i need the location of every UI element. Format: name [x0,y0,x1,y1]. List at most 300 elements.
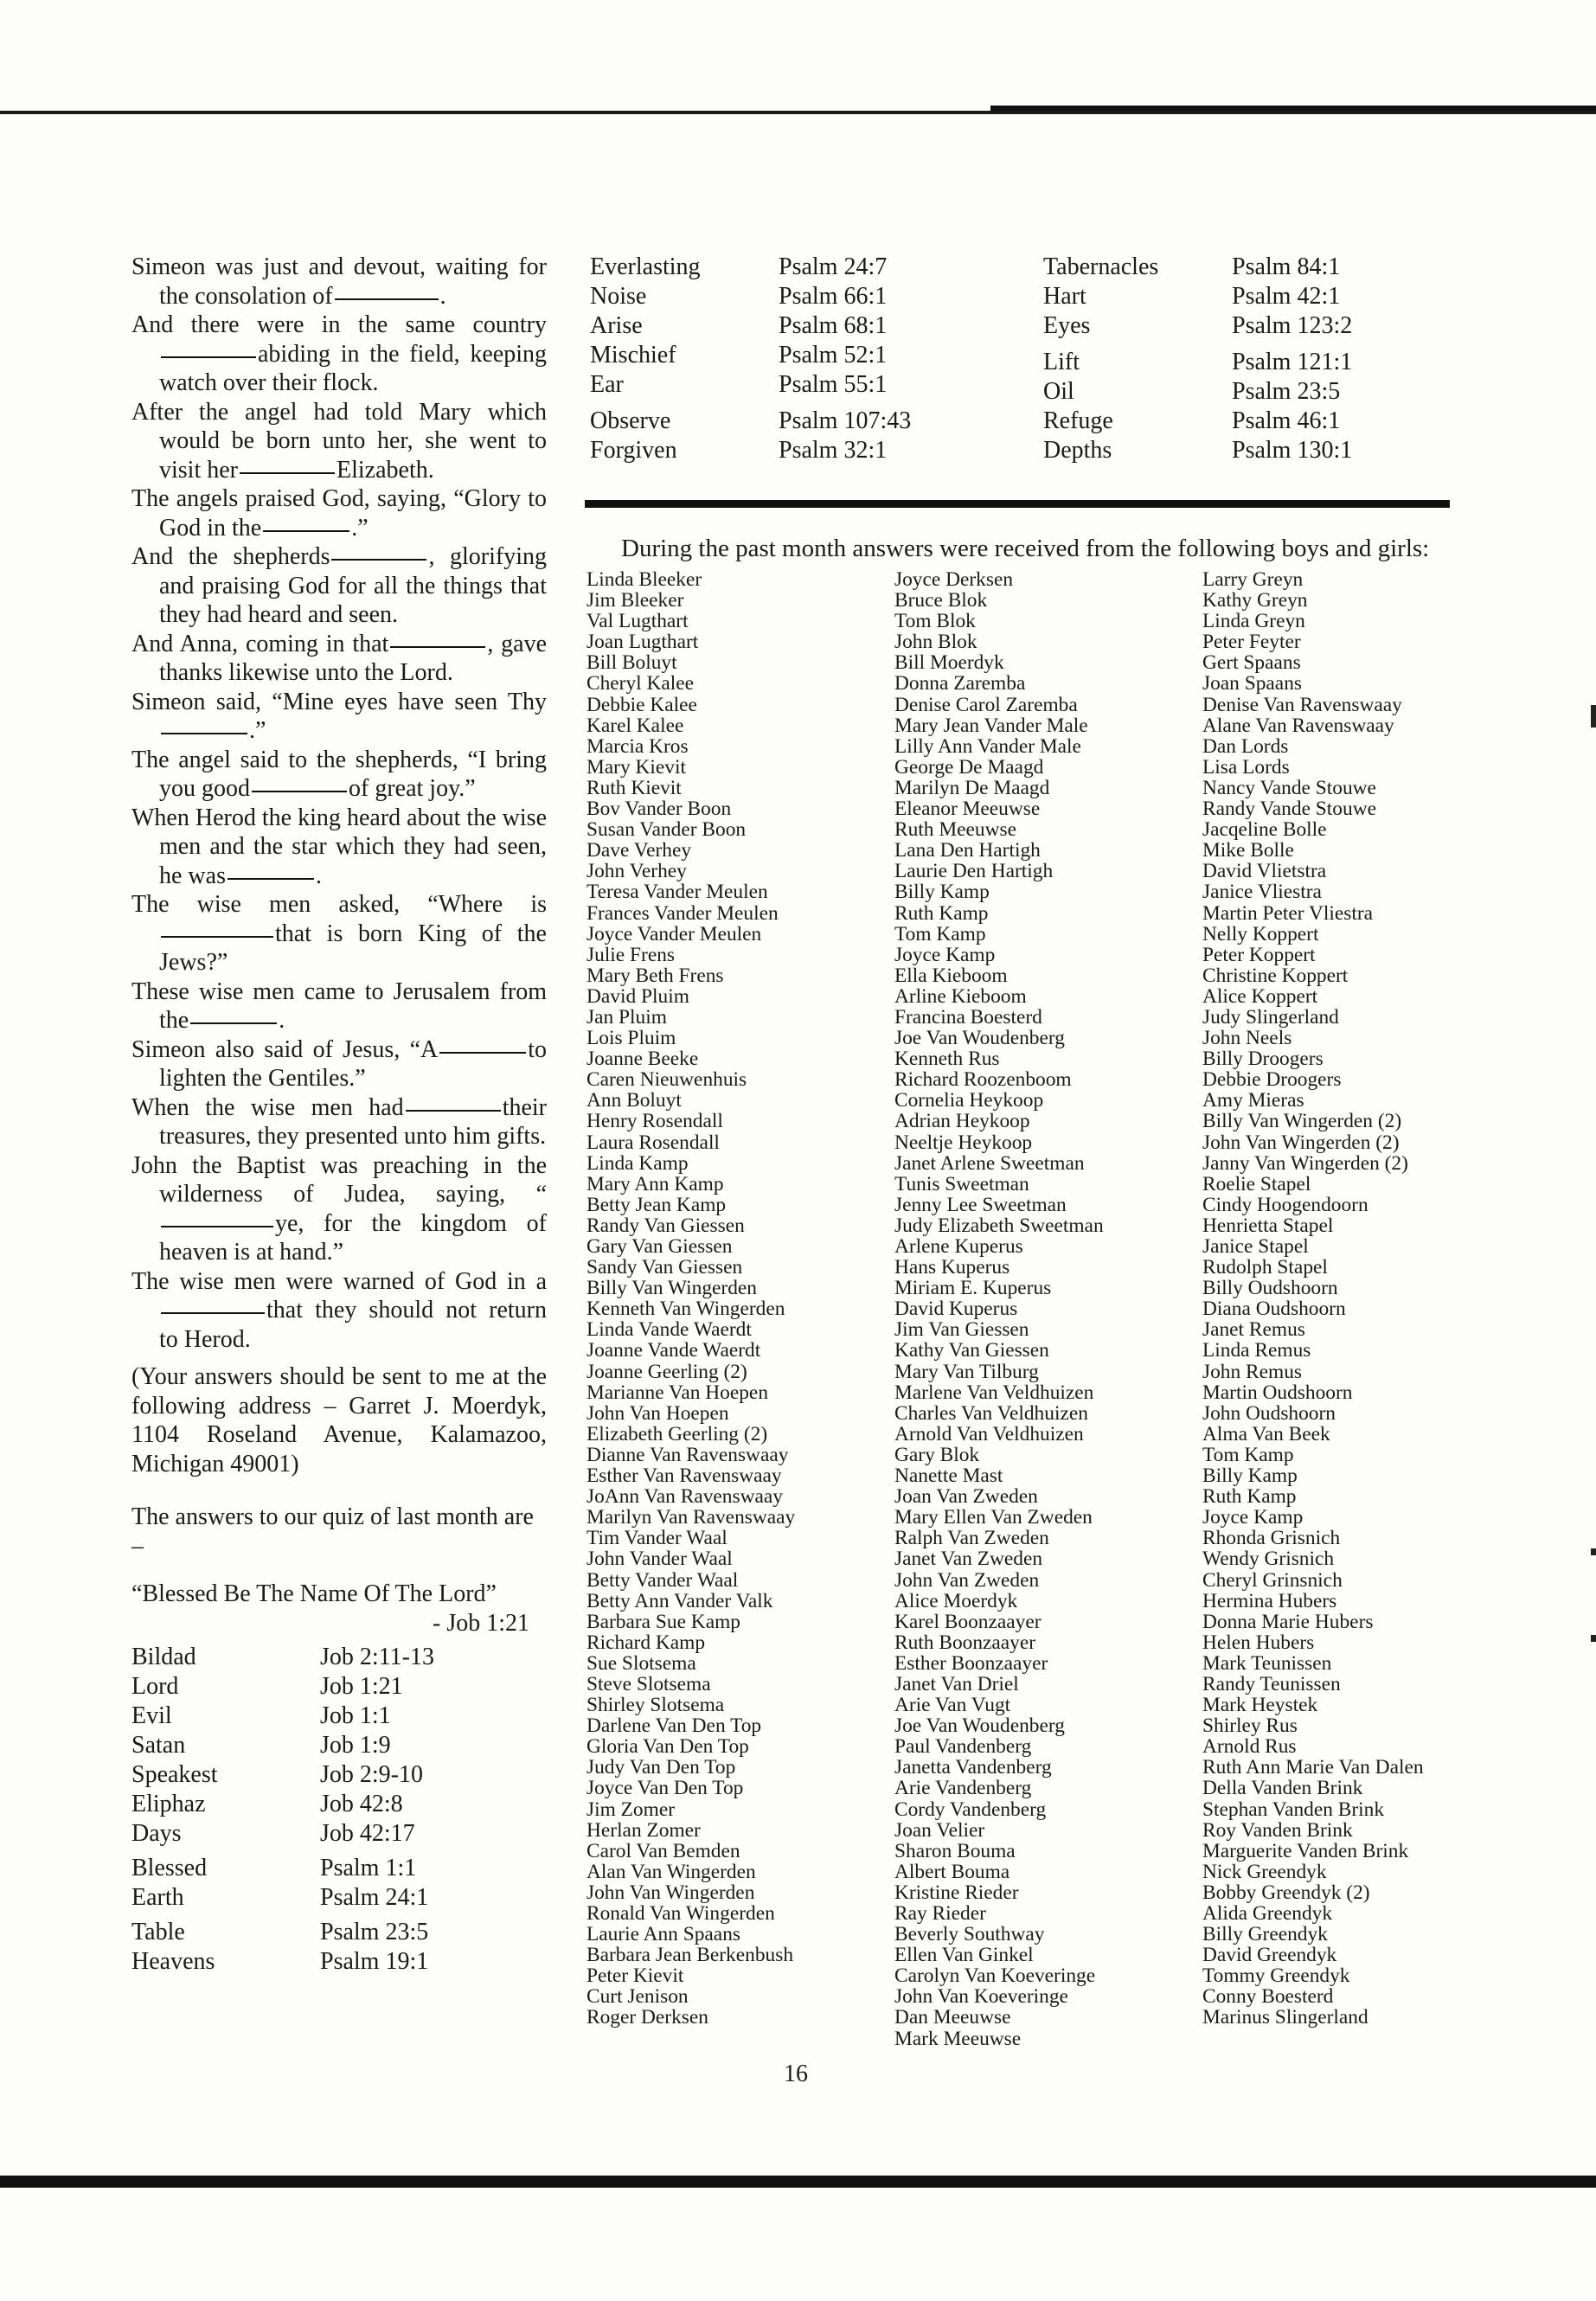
name-entry: Betty Jean Kamp [586,1193,727,1216]
name-entry: Cindy Hoogendoorn [1202,1193,1368,1216]
name-entry: Marilyn De Maagd [894,776,1050,799]
name-entry: Bov Vander Boon [586,798,732,821]
answer-word: Lord [131,1673,179,1701]
name-entry: Henry Rosendall [586,1110,723,1133]
name-entry: Curt Jenison [586,1985,689,2009]
answer-row [131,1947,547,1977]
quiz-question [131,398,547,485]
question-text: When the wise men had [131,1093,404,1121]
name-entry: Della Vanden Brink [1202,1777,1363,1800]
question-text: Simeon also said of Jesus, “A [131,1035,439,1063]
name-entry: Lisa Lords [1202,755,1290,779]
name-entry: Ruth Kamp [1202,1485,1297,1509]
name-entry: Mark Meeuwse [894,2027,1022,2050]
name-entry: Tim Vander Waal [586,1527,727,1550]
answer-blank [161,936,273,938]
name-entry: Adrian Heykoop [894,1110,1030,1133]
answer-blank [161,1312,265,1314]
name-entry: Marcia Kros [586,734,689,758]
answer-blank [161,1226,273,1227]
question-text: And the shepherds [131,543,330,570]
name-entry: Kristine Rieder [894,1881,1019,1904]
name-entry: Alice Moerdyk [894,1589,1018,1612]
name-entry: Henrietta Stapel [1202,1214,1334,1237]
name-entry: Dan Lords [1202,734,1289,758]
answer-words-a [590,253,701,465]
question-text: John the Baptist was preaching in the wilderness of Judea, saying, “ [131,1151,547,1208]
name-entry: Ruth Kievit [586,776,682,799]
question-text: ye, for the kingdom of heaven is at hand.” [159,1209,547,1266]
name-entry: Gary Blok [894,1443,980,1466]
name-entry: Stephan Vanden Brink [1202,1798,1385,1821]
name-entry: Mary Beth Frens [586,964,724,987]
question-text: that is born King of the Jews?” [159,920,547,976]
quiz-questions [131,253,547,1354]
last-month-title: “Blessed Be The Name Of The Lord” [131,1580,497,1607]
name-entry: Cheryl Grinsnich [1202,1568,1343,1592]
answer-word: Blessed [131,1855,208,1882]
quiz-question [131,1267,547,1355]
answer-word: Heavens [131,1948,215,1976]
answer-word: Refuge [1043,407,1113,434]
name-entry: John Neels [1202,1027,1292,1050]
edge-mark [1591,705,1596,727]
answer-blank [263,530,349,532]
answer-reference: Psalm 1:1 [320,1855,417,1882]
question-text: These wise men came to Jerusalem from the [131,977,547,1034]
name-entry: Betty Ann Vander Valk [586,1589,773,1612]
name-entry: Laura Rosendall [586,1131,720,1154]
question-text: And Anna, coming in that [131,630,389,657]
name-entry: Lilly Ann Vander Male [894,734,1081,758]
question-text: . [439,282,446,310]
question-text: their treasures, they presented unto him gifts. [159,1093,547,1150]
name-entry: Hermina Hubers [1202,1589,1337,1612]
name-entry: Marlene Van Veldhuizen [894,1381,1094,1404]
name-entry: Janice Stapel [1202,1235,1309,1258]
name-entry: Ray Rieder [894,1902,986,1925]
name-entry: Rhonda Grisnich [1202,1527,1341,1550]
section-divider [585,500,1450,508]
name-entry: Esther Van Ravenswaay [586,1465,782,1488]
name-entry: Roger Derksen [586,2006,708,2029]
name-entry: Ralph Van Zweden [894,1527,1049,1550]
name-entry: Nancy Vande Stouwe [1202,776,1376,799]
answer-row [131,1702,547,1731]
answer-blank [335,298,439,300]
name-entry: Martin Oudshoorn [1202,1381,1353,1404]
name-entry: Cornelia Heykoop [894,1089,1044,1112]
answer-word: Observe [590,407,671,434]
name-entry: John Van Koeveringe [894,1985,1068,2009]
name-entry: Charles Van Veldhuizen [894,1401,1088,1425]
question-text: The wise men asked, “Where is [131,891,547,918]
name-entry: Elizabeth Geerling (2) [586,1422,768,1445]
name-entry: Jim Van Giessen [894,1318,1029,1342]
name-entry: Rudolph Stapel [1202,1256,1328,1279]
name-entry: Susan Vander Boon [586,818,747,842]
name-entry: Albert Bouma [894,1860,1010,1883]
name-entry: Mary Van Tilburg [894,1360,1039,1383]
answer-reference: Psalm 107:43 [779,407,912,434]
answer-blank [390,646,485,648]
name-entry: Darlene Van Den Top [586,1715,762,1738]
edge-mark [1591,1548,1596,1555]
name-entry: Debbie Droogers [1202,1068,1342,1092]
name-entry: Billy Van Wingerden (2) [1202,1110,1402,1133]
answer-reference: Job 2:11-13 [320,1644,434,1671]
last-month-reference: - Job 1:21 [433,1609,529,1637]
name-entry: Steve Slotsema [586,1672,711,1695]
quiz-question [131,484,547,542]
name-entry: Joan Spaans [1202,672,1302,695]
answer-blank [161,356,256,358]
quiz-question [131,977,547,1035]
name-entry: Denise Carol Zaremba [894,693,1078,716]
name-entry: Ruth Meeuwse [894,818,1016,842]
name-entry: Eleanor Meeuwse [894,798,1041,821]
name-entry: Gert Spaans [1202,651,1301,675]
name-entry: Laurie Den Hartigh [894,860,1054,883]
name-entry: Paul Vandenberg [894,1735,1032,1759]
name-entry: Kenneth Van Wingerden [586,1298,785,1321]
question-text: After the angel had told Mary which would be born unto her, she went to visit her [131,398,547,484]
name-entry: Shirley Slotsema [586,1694,725,1717]
answer-row [131,1918,547,1947]
name-entry: Mark Teunissen [1202,1651,1332,1675]
name-entry: Dan Meeuwse [894,2006,1011,2029]
name-entry: Amy Mieras [1202,1089,1304,1112]
name-entry: Linda Greyn [1202,610,1305,633]
question-text: Elizabeth. [337,456,434,484]
quiz-question [131,253,547,311]
name-entry: Billy Kamp [1202,1465,1298,1488]
answer-reference: Job 1:1 [320,1702,391,1730]
name-entry: John Remus [1202,1360,1303,1383]
question-text: . [279,1007,285,1034]
name-entry: Marianne Van Hoepen [586,1381,769,1404]
name-entry: Arie Vandenberg [894,1777,1032,1800]
name-entry: Joyce Van Den Top [586,1777,744,1800]
name-entry: Judy Elizabeth Sweetman [894,1214,1104,1237]
name-entry: Miriam E. Kuperus [894,1277,1052,1300]
name-entry: Ronald Van Wingerden [586,1902,775,1925]
name-entry: Mary Kievit [586,755,686,779]
name-entry: Beverly Southway [894,1923,1045,1946]
answer-word: Evil [131,1702,172,1730]
name-entry: John Van Wingerden (2) [1202,1131,1400,1154]
name-entry: Joanne Beeke [586,1048,699,1071]
name-entry: Mary Jean Vander Male [894,714,1088,737]
name-entry: Tommy Greendyk [1202,1965,1350,1988]
answer-reference: Psalm 24:1 [320,1884,429,1912]
question-text: And there were in the same country [131,311,547,338]
name-entry: Martin Peter Vliestra [1202,901,1374,925]
answer-word: Arise [590,312,643,339]
name-entry: Richard Roozenboom [894,1068,1072,1092]
name-entry: Joan Lugthart [586,631,699,654]
mailing-address: (Your answers should be sent to me at the following address – Garret J. Moerdyk, 1104 Roseland Avenue, Kalamazoo, Michigan 49001) [131,1363,547,1477]
name-entry: Arnold Rus [1202,1735,1297,1759]
answer-row [131,1672,547,1702]
name-entry: Barbara Jean Berkenbush [586,1944,794,1967]
name-entry: Carol Van Bemden [586,1839,740,1862]
question-text: that they should not return to Herod. [159,1297,547,1353]
answer-word: Everlasting [590,253,701,280]
name-entry: Judy Slingerland [1202,1005,1339,1029]
name-entry: Janet Remus [1202,1318,1305,1342]
name-entry: Val Lugthart [586,610,689,633]
name-entry: Lois Pluim [586,1027,676,1050]
question-text: The angels praised God, saying, “Glory to God in the [131,485,547,542]
name-entry: Janice Vliestra [1202,881,1322,904]
name-entry: Larry Greyn [1202,568,1304,591]
name-entry: Jacqeline Bolle [1202,818,1327,842]
name-entry: Debbie Kalee [586,693,697,716]
name-entry: Dianne Van Ravenswaay [586,1443,789,1466]
name-entry: Janny Van Wingerden (2) [1202,1151,1408,1175]
answer-blank [161,733,247,734]
name-entry: Alan Van Wingerden [586,1860,756,1883]
bottom-rule [0,2176,1596,2188]
question-text: abiding in the field, keeping watch over their flock. [159,340,547,396]
name-entry: Karel Kalee [586,714,684,737]
name-entry: Arnold Van Veldhuizen [894,1422,1084,1445]
name-entry: John Vander Waal [586,1548,733,1571]
name-entry: David Pluim [586,984,689,1008]
name-entry: Sandy Van Giessen [586,1256,743,1279]
answer-word: Forgiven [590,437,677,464]
name-entry: Billy Kamp [894,881,990,904]
name-entry: Barbara Sue Kamp [586,1610,740,1633]
answer-reference: Psalm 121:1 [1232,349,1353,375]
name-entry: Teresa Vander Meulen [586,881,768,904]
question-text: The angel said to the shepherds, “I bring you good [131,746,547,802]
name-entry: George De Maagd [894,755,1044,779]
answer-reference: Psalm 52:1 [779,342,888,369]
quiz-question [131,311,547,398]
name-entry: Sharon Bouma [894,1839,1016,1862]
name-entry: Peter Kievit [586,1965,684,1988]
name-entry: Joanne Geerling (2) [586,1360,747,1383]
name-entry: Jenny Lee Sweetman [894,1193,1067,1216]
question-text: .” [249,717,266,744]
name-entry: Karel Boonzaayer [894,1610,1042,1633]
name-entry: Roy Vanden Brink [1202,1818,1353,1842]
quiz-question [131,630,547,688]
quiz-question [131,890,547,977]
name-entry: Gloria Van Den Top [586,1735,749,1759]
answer-row [131,1760,547,1790]
answer-word: Speakest [131,1761,218,1789]
name-entry: Laurie Ann Spaans [586,1923,740,1946]
name-entry: Shirley Rus [1202,1715,1298,1738]
name-entry: Carolyn Van Koeveringe [894,1965,1096,1988]
question-text: . [315,862,322,889]
quiz-question [131,746,547,804]
name-entry: Linda Kamp [586,1151,689,1175]
name-entry: Dave Verhey [586,839,692,862]
name-entry: Lana Den Hartigh [894,839,1041,862]
name-entry: David Vlietstra [1202,860,1327,883]
name-entry: Tom Kamp [894,922,986,945]
name-entry: Marinus Slingerland [1202,2006,1368,2029]
name-entry: Ruth Boonzaayer [894,1631,1036,1654]
name-entry: Donna Zaremba [894,672,1026,695]
name-entry: Alane Van Ravenswaay [1202,714,1394,737]
name-entry: Bobby Greendyk (2) [1202,1881,1370,1904]
top-rule-end [990,106,1596,111]
answer-word: Satan [131,1732,186,1759]
answer-reference: Job 2:9-10 [320,1761,423,1789]
name-entry: Joyce Derksen [894,568,1014,591]
name-entry: Kathy Greyn [1202,589,1308,612]
answer-blank [439,1052,526,1054]
name-entry: Tom Kamp [1202,1443,1294,1466]
answer-row [131,1643,547,1672]
name-entry: Billy Droogers [1202,1048,1324,1071]
name-entry: Nelly Koppert [1202,922,1319,945]
answer-word: Tabernacles [1043,253,1159,280]
name-entry: Julie Frens [586,943,676,966]
name-entry: Frances Vander Meulen [586,901,779,925]
name-entry: Kenneth Rus [894,1048,1000,1071]
answer-blank [406,1110,501,1112]
answer-reference: Psalm 55:1 [779,371,888,398]
name-entry: Joyce Kamp [1202,1506,1304,1529]
question-text: of great joy.” [349,775,476,802]
name-entry: Ann Boluyt [586,1089,682,1112]
name-entry: John Van Zweden [894,1568,1040,1592]
name-entry: Ellen Van Ginkel [894,1944,1034,1967]
answer-blank [190,1022,277,1024]
answer-reference: Psalm 68:1 [779,312,888,339]
name-entry: Ella Kieboom [894,964,1008,987]
answer-row [131,1819,547,1849]
answer-word: Eliphaz [131,1791,206,1818]
answer-reference: Psalm 84:1 [1232,253,1341,280]
answer-reference: Psalm 24:7 [779,253,888,280]
name-entry: Herlan Zomer [586,1818,701,1842]
question-text: Simeon was just and devout, waiting for the consolation of [131,253,547,310]
name-entry: Marguerite Vanden Brink [1202,1839,1409,1862]
name-entry: Mark Heystek [1202,1694,1318,1717]
answer-reference: Psalm 42:1 [1232,283,1341,310]
quiz-question [131,1035,547,1093]
answer-refs-a [779,253,911,465]
top-rule [0,111,1596,114]
name-entry: Joan Velier [894,1818,985,1842]
name-entry: Tom Blok [894,610,976,633]
name-entry: Joanne Vande Waerdt [586,1339,761,1362]
quiz-question [131,688,547,746]
name-entry: Billy Oudshoorn [1202,1277,1338,1300]
name-entry: Tunis Sweetman [894,1172,1029,1195]
answer-reference: Psalm 46:1 [1232,407,1341,434]
name-entry: Joe Van Woudenberg [894,1027,1065,1050]
name-entry: Janet Van Zweden [894,1548,1043,1571]
name-entry: Jan Pluim [586,1005,667,1029]
answer-reference: Job 42:17 [320,1820,415,1848]
answer-word: Bildad [131,1644,196,1671]
names-column-1 [586,569,795,2029]
name-entry: Arie Van Vugt [894,1694,1011,1717]
answer-words-b [1043,253,1158,465]
name-entry: Wendy Grisnich [1202,1548,1335,1571]
name-entry: Billy Greendyk [1202,1923,1328,1946]
name-entry: Ruth Ann Marie Van Dalen [1202,1756,1424,1779]
answer-word: Ear [590,371,624,398]
answer-reference: Psalm 66:1 [779,283,888,310]
question-text: When Herod the king heard about the wise men and the star which they had seen, he was [131,804,547,889]
name-entry: Janetta Vandenberg [894,1756,1052,1779]
name-entry: Marilyn Van Ravenswaay [586,1506,796,1529]
name-entry: JoAnn Van Ravenswaay [586,1485,783,1509]
name-entry: Sue Slotsema [586,1651,696,1675]
name-entry: Conny Boesterd [1202,1985,1334,2009]
name-entry: Neeltje Heykoop [894,1131,1033,1154]
answer-reference: Job 1:9 [320,1732,391,1759]
answer-blank [331,559,426,561]
name-entry: Donna Marie Hubers [1202,1610,1374,1633]
last-month-answers [131,1643,547,1977]
name-entry: Diana Oudshoorn [1202,1298,1346,1321]
quiz-question [131,1151,547,1267]
question-text: , glorifying and praising God for all the things that they had heard and seen. [159,543,547,628]
name-entry: Randy Vande Stouwe [1202,798,1376,821]
answer-row [131,1854,547,1883]
name-entry: Cheryl Kalee [586,672,695,695]
name-entry: David Kuperus [894,1298,1018,1321]
name-entry: Judy Van Den Top [586,1756,736,1779]
name-entry: Arline Kieboom [894,984,1027,1008]
answer-word: Days [131,1820,182,1848]
last-month-intro: The answers to our quiz of last month are – [131,1503,534,1560]
name-entry: Mary Ellen Van Zweden [894,1506,1093,1529]
name-entry: Joyce Vander Meulen [586,922,762,945]
question-text: , gave thanks likewise unto the Lord. [159,630,547,686]
name-entry: John Verhey [586,860,687,883]
name-entry: Bruce Blok [894,589,988,612]
edge-mark [1591,1635,1596,1642]
name-entry: Nanette Mast [894,1465,1003,1488]
name-entry: Randy Teunissen [1202,1672,1341,1695]
names-header: During the past month answers were received from the following boys and girls: [621,535,1430,562]
name-entry: Helen Hubers [1202,1631,1315,1654]
name-entry: Mike Bolle [1202,839,1294,862]
name-entry: John Oudshoorn [1202,1401,1336,1425]
answer-word: Table [131,1919,185,1946]
answer-row [131,1731,547,1760]
answer-row [131,1790,547,1819]
name-entry: Alice Koppert [1202,984,1318,1008]
quiz-question [131,804,547,891]
name-entry: Mary Ann Kamp [586,1172,724,1195]
answer-word: Hart [1043,283,1086,310]
answer-reference: Job 1:21 [320,1673,403,1701]
question-text: The wise men were warned of God in a [131,1267,547,1295]
quiz-column [131,253,547,1977]
answer-reference: Psalm 32:1 [779,437,888,464]
name-entry: Caren Nieuwenhuis [586,1068,747,1092]
name-entry: Roelie Stapel [1202,1172,1311,1195]
question-text: to lighten the Gentiles.” [159,1035,547,1092]
answer-word: Lift [1043,349,1080,375]
name-entry: Jim Zomer [586,1798,675,1821]
answer-blank [240,472,335,474]
answer-blank [252,791,347,792]
name-entry: Esther Boonzaayer [894,1651,1048,1675]
